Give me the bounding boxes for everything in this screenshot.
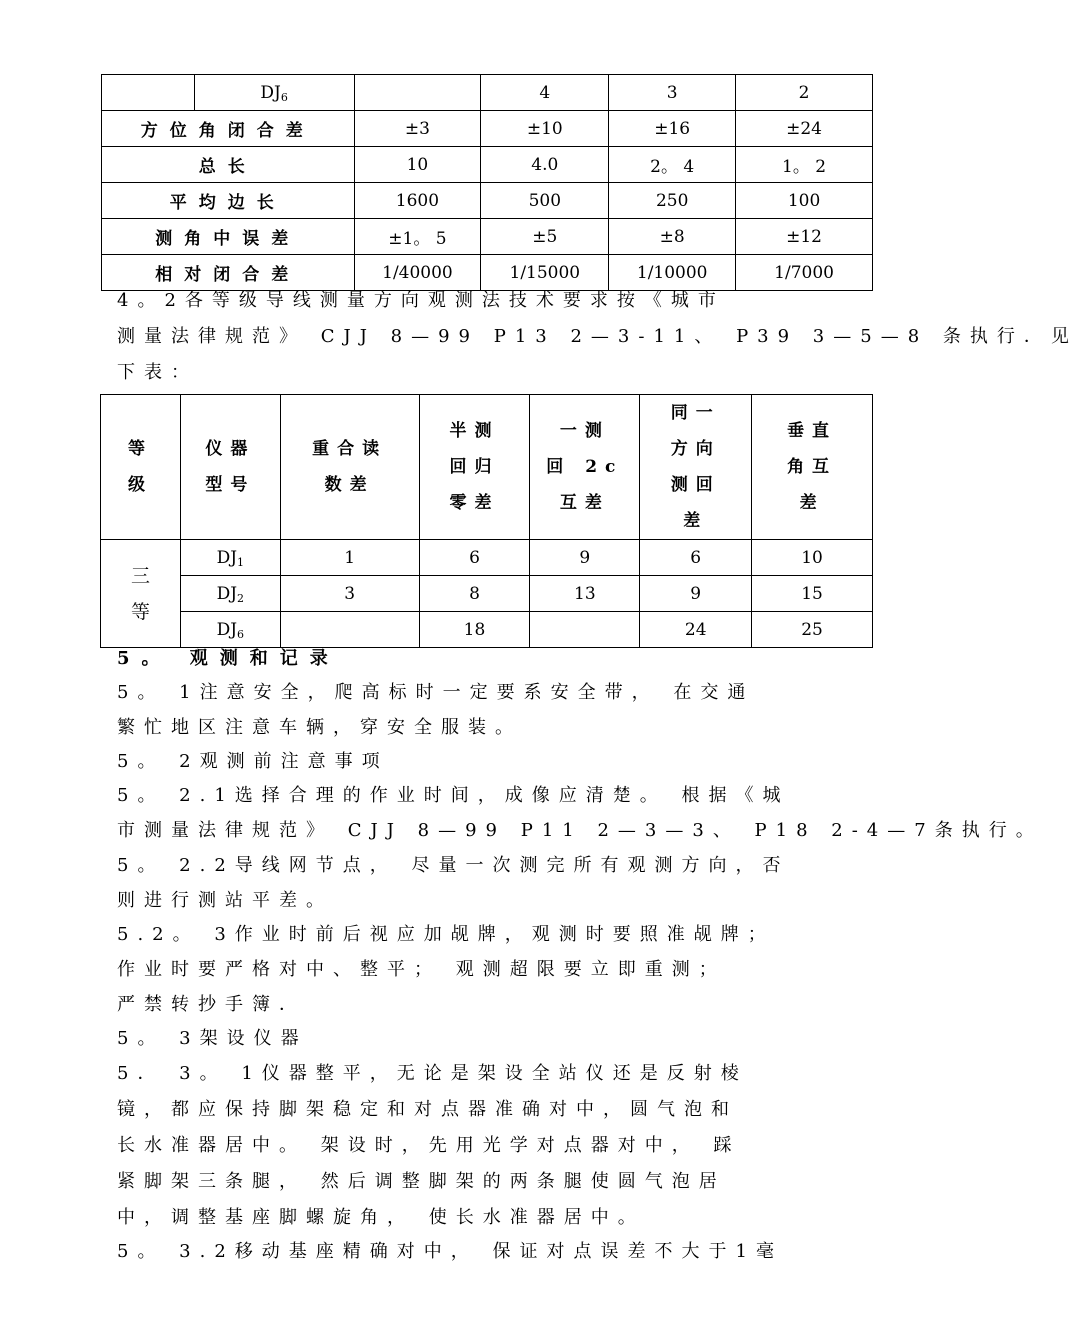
table-cell: 1 bbox=[280, 540, 419, 576]
tolerance-table bbox=[101, 74, 873, 291]
table-cell: 3 bbox=[280, 576, 419, 612]
paragraph-line: 5.2。 3作业时前后视应加觇牌，观测时要照准觇牌； bbox=[117, 924, 775, 945]
table-cell: ±3 bbox=[354, 111, 481, 147]
header-line: 仪器 bbox=[205, 439, 256, 459]
paragraph-line: 严禁转抄手簿． bbox=[117, 994, 306, 1015]
table-cell: 4.0 bbox=[481, 147, 609, 183]
table-cell: 13 bbox=[530, 576, 640, 612]
header-line: 级 bbox=[127, 475, 153, 495]
header-line: 角互 bbox=[787, 457, 838, 477]
table-row bbox=[102, 75, 873, 111]
table-cell: 6 bbox=[640, 540, 752, 576]
instrument-cell: $DJ_2$ bbox=[180, 576, 280, 612]
table-cell: 10 bbox=[354, 147, 481, 183]
paragraph-line: 则进行测站平差。 bbox=[117, 890, 333, 911]
row-label: 平均边长 bbox=[102, 183, 355, 219]
header-line: 零差 bbox=[449, 493, 500, 513]
header-line: 型号 bbox=[205, 475, 256, 495]
table-cell bbox=[102, 75, 195, 111]
header-line: 差 bbox=[683, 511, 709, 531]
subscript: 6 bbox=[237, 627, 245, 641]
table-cell: 9 bbox=[530, 540, 640, 576]
section-heading: 5。 观测和记录 bbox=[117, 648, 340, 669]
table-row bbox=[101, 540, 873, 576]
header-line: 同一 bbox=[670, 403, 721, 423]
header-grade bbox=[101, 395, 181, 540]
paragraph-line: 5。 3架设仪器 bbox=[117, 1028, 308, 1049]
header-half-round-zero bbox=[419, 395, 530, 540]
table-row bbox=[102, 147, 873, 183]
table-cell: 24 bbox=[640, 612, 752, 648]
header-line: 方向 bbox=[670, 439, 721, 459]
subscript: 6 bbox=[280, 90, 288, 104]
table-cell bbox=[354, 75, 481, 111]
table-cell: 2。 4 bbox=[609, 147, 736, 183]
paragraph-line: 繁忙地区注意车辆，穿安全服装。 bbox=[117, 717, 522, 738]
paragraph-line: 4。2各等级导线测量方向观测法技术要求按《城市 bbox=[117, 290, 725, 311]
grade-line: 三 bbox=[130, 564, 150, 587]
paragraph-line: 中，调整基座脚螺旋角， 使长水准器居中。 bbox=[117, 1207, 645, 1228]
table-cell: 10 bbox=[752, 540, 873, 576]
table-cell: 1/10000 bbox=[609, 255, 736, 291]
table-cell: 8 bbox=[419, 576, 530, 612]
table-cell: ±24 bbox=[736, 111, 873, 147]
row-label: 总长 bbox=[102, 147, 355, 183]
table-cell: 100 bbox=[736, 183, 873, 219]
table-cell: 1/7000 bbox=[736, 255, 873, 291]
table-cell: 9 bbox=[640, 576, 752, 612]
subscript: 2 bbox=[237, 591, 245, 605]
table-cell: 2 bbox=[736, 75, 873, 111]
table-cell: ±5 bbox=[481, 219, 609, 255]
paragraph-line: 5。 2.2导线网节点， 尽量一次测完所有观测方向，否 bbox=[117, 855, 790, 876]
header-line: 数差 bbox=[324, 475, 375, 495]
table-cell: 1/15000 bbox=[481, 255, 609, 291]
table-row bbox=[102, 219, 873, 255]
paragraph-line: 5。 2观测前注意事项 bbox=[117, 751, 389, 772]
table-cell: 4 bbox=[481, 75, 609, 111]
table-row bbox=[102, 183, 873, 219]
paragraph-line: 测量法律规范》 CJJ 8—99 P13 2—3-11、 P39 3—5—8 条执行．见 bbox=[117, 326, 1078, 347]
paragraph-line: 5。 3.2移动基座精确对中， 保证对点误差不大于1毫 bbox=[117, 1241, 783, 1262]
paragraph-line: 下表： bbox=[117, 362, 198, 383]
paragraph-line: 市测量法律规范》 CJJ 8—99 P11 2—3—3、 P18 2-4—7条执行。 bbox=[117, 820, 1043, 841]
paragraph-line: 紧脚架三条腿， 然后调整脚架的两条腿使圆气泡居 bbox=[117, 1171, 726, 1192]
table-cell: ±16 bbox=[609, 111, 736, 147]
header-line: 垂直 bbox=[787, 421, 838, 441]
direction-observation-table bbox=[100, 394, 873, 648]
header-line: 半测 bbox=[449, 421, 500, 441]
header-vertical-angle bbox=[752, 395, 873, 540]
header-line: 测回 bbox=[670, 475, 721, 495]
paragraph-line: 5。 1注意安全，爬高标时一定要系安全带， 在交通 bbox=[117, 682, 755, 703]
subscript: 1 bbox=[237, 555, 245, 569]
grade-cell bbox=[101, 540, 181, 648]
header-line: 等 bbox=[127, 439, 153, 459]
table-cell: 500 bbox=[481, 183, 609, 219]
grade-line: 等 bbox=[130, 600, 150, 623]
header-line: 一测 bbox=[559, 421, 610, 441]
header-reading-diff bbox=[280, 395, 419, 540]
table-cell: ±10 bbox=[481, 111, 609, 147]
header-line: 差 bbox=[799, 493, 825, 513]
row-label: 相对闭合差 bbox=[102, 255, 355, 291]
table-cell: $DJ_6$ bbox=[194, 75, 354, 111]
header-2c-diff bbox=[530, 395, 640, 540]
header-line: 互差 bbox=[559, 493, 610, 513]
table-cell: ±1。 5 bbox=[354, 219, 481, 255]
table-header-row bbox=[101, 395, 873, 540]
instrument-cell: $DJ_1$ bbox=[180, 540, 280, 576]
table-cell: 25 bbox=[752, 612, 873, 648]
paragraph-line: 5。 2.1选择合理的作业时间，成像应清楚。 根据《城 bbox=[117, 785, 790, 806]
table-cell: 18 bbox=[419, 612, 530, 648]
row-label: 方位角闭合差 bbox=[102, 111, 355, 147]
header-line: 重合读 bbox=[312, 439, 388, 459]
paragraph-line: 镜，都应保持脚架稳定和对点器准确对中，圆气泡和 bbox=[117, 1099, 738, 1120]
row-label: 测角中误差 bbox=[102, 219, 355, 255]
header-line: 回 2c bbox=[546, 457, 624, 477]
table-cell: 1。 2 bbox=[736, 147, 873, 183]
table-cell: ±8 bbox=[609, 219, 736, 255]
paragraph-line: 长水准器居中。 架设时，先用光学对点器对中， 踩 bbox=[117, 1135, 741, 1156]
table-cell: 1/40000 bbox=[354, 255, 481, 291]
table-cell: 15 bbox=[752, 576, 873, 612]
table-cell: 1600 bbox=[354, 183, 481, 219]
paragraph-line: 5． 3。 1仪器整平，无论是架设全站仪还是反射棱 bbox=[117, 1063, 748, 1084]
instrument-cell: $DJ_6$ bbox=[180, 612, 280, 648]
header-line: 回归 bbox=[449, 457, 500, 477]
table-row bbox=[101, 576, 873, 612]
header-instrument bbox=[180, 395, 280, 540]
table-cell: ±12 bbox=[736, 219, 873, 255]
table-cell: 250 bbox=[609, 183, 736, 219]
table-cell: 6 bbox=[419, 540, 530, 576]
table-row bbox=[102, 111, 873, 147]
paragraph-line: 作业时要严格对中、整平； 观测超限要立即重测； bbox=[117, 959, 726, 980]
header-same-direction bbox=[640, 395, 752, 540]
table-cell: 3 bbox=[609, 75, 736, 111]
